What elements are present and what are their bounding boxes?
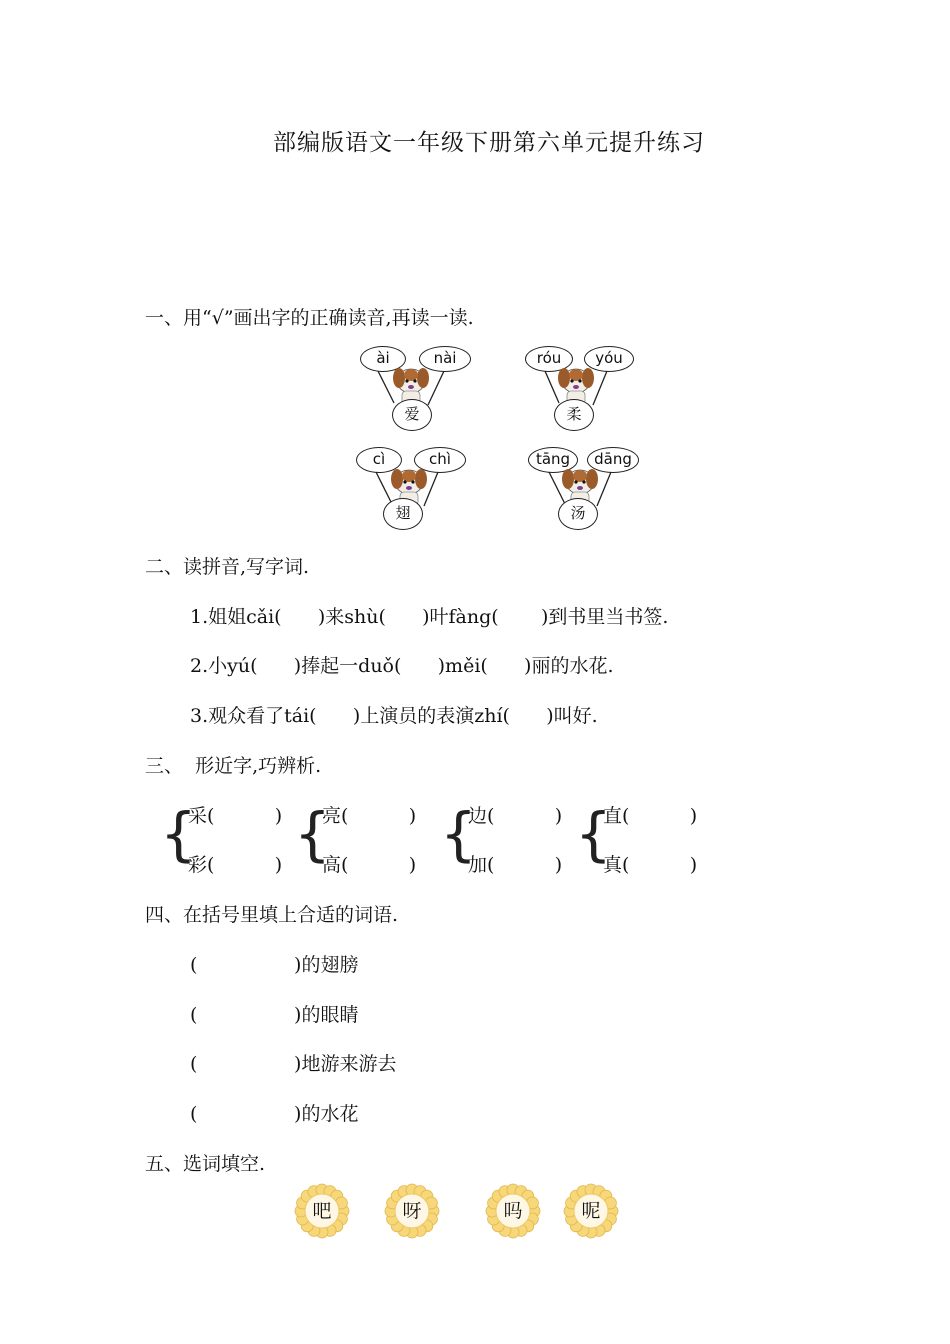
- fill-line: ( )地游来游去: [190, 1053, 397, 1075]
- brace-icon: {: [294, 800, 331, 868]
- fill-line: ( )的翅膀: [190, 954, 359, 976]
- section3-heading: 三、 形近字,巧辨析.: [145, 755, 322, 777]
- pinyin-option[interactable]: ài: [360, 346, 406, 372]
- word-flower-ne: [563, 1183, 619, 1239]
- pinyin-choice-group-1: [356, 345, 486, 435]
- word-option: 呀: [402, 1200, 422, 1222]
- character-bubble: 翅: [383, 498, 423, 530]
- section5-heading: 五、选词填空.: [145, 1153, 266, 1175]
- pinyin-option[interactable]: dāng: [587, 447, 639, 473]
- word-option: 吧: [312, 1200, 332, 1222]
- pinyin-option[interactable]: róu: [525, 346, 573, 372]
- pair-bottom: 高( ): [322, 854, 417, 876]
- word-flower-ba: [294, 1183, 350, 1239]
- exercise-line: 1.姐姐cǎi( )来shù( )叶fàng( )到书里当书签.: [190, 606, 669, 628]
- pinyin-choice-group-3: [352, 446, 482, 536]
- exercise-line: 2.小yú( )捧起一duǒ( )měi( )丽的水花.: [190, 655, 614, 677]
- pinyin-option[interactable]: chì: [414, 447, 466, 473]
- pair-top: 边( ): [468, 805, 563, 827]
- pinyin-choice-group-4: [527, 446, 657, 536]
- fill-line: ( )的水花: [190, 1103, 359, 1125]
- word-flower-ya: [384, 1183, 440, 1239]
- pair-top: 采( ): [188, 805, 283, 827]
- character-bubble: 汤: [558, 498, 598, 530]
- pinyin-option[interactable]: nài: [419, 346, 471, 372]
- page-title: 部编版语文一年级下册第六单元提升练习: [273, 130, 705, 156]
- pinyin-option[interactable]: yóu: [584, 346, 634, 372]
- pinyin-option[interactable]: cì: [356, 447, 402, 473]
- section2-heading: 二、读拼音,写字词.: [145, 556, 310, 578]
- pair-bottom: 加( ): [468, 854, 563, 876]
- pair-bottom: 真( ): [603, 854, 698, 876]
- character-bubble: 柔: [554, 399, 594, 431]
- pinyin-choice-group-2: [521, 345, 651, 435]
- pair-bottom: 彩( ): [188, 854, 283, 876]
- pair-top: 亮( ): [322, 805, 417, 827]
- brace-icon: {: [575, 800, 612, 868]
- character-bubble: 爱: [392, 399, 432, 431]
- exercise-line: 3.观众看了tái( )上演员的表演zhí( )叫好.: [190, 705, 598, 727]
- section4-heading: 四、在括号里填上合适的词语.: [145, 904, 399, 926]
- pinyin-option[interactable]: tāng: [528, 447, 578, 473]
- brace-icon: {: [440, 800, 477, 868]
- word-option: 吗: [503, 1200, 523, 1222]
- section1-heading: 一、用“√”画出字的正确读音,再读一读.: [145, 307, 474, 329]
- word-option: 呢: [581, 1200, 601, 1222]
- brace-icon: {: [160, 800, 197, 868]
- word-flower-ma: [485, 1183, 541, 1239]
- fill-line: ( )的眼睛: [190, 1004, 359, 1026]
- pair-top: 直( ): [603, 805, 698, 827]
